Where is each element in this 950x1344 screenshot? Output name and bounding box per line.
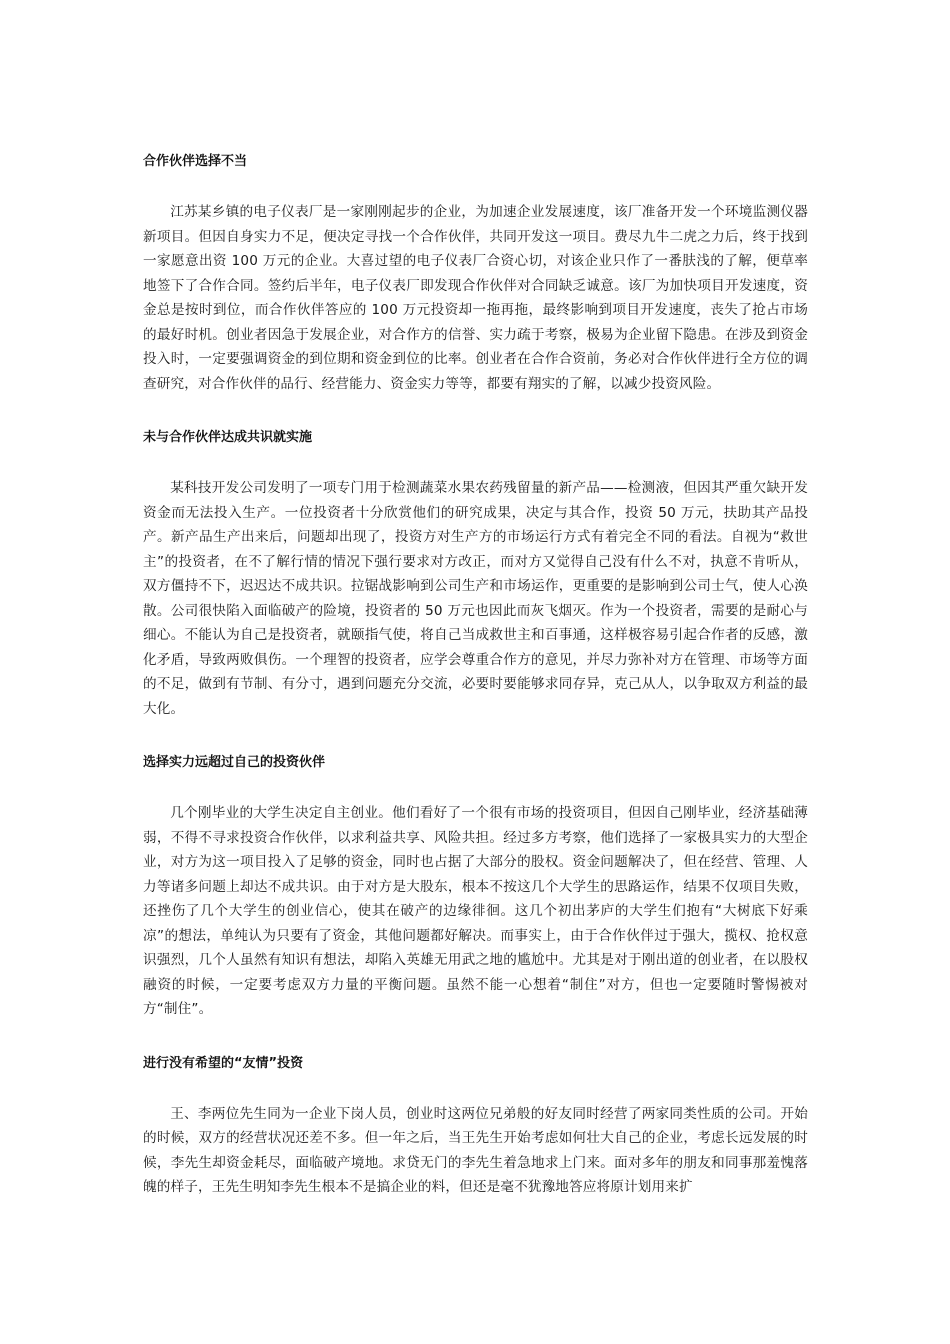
section-paragraph-stronger-partner: 几个刚毕业的大学生决定自主创业。他们看好了一个很有市场的投资项目，但因自己刚毕业，经济基础薄弱，不得不寻求投资合作伙伴，以求利益共享、风险共担。经过多方考察，他们选择了一家极具实力的大型企业，对方为这一项目投入了足够的资金，同时也占据了大部分的股权。资金问题解决了，但在经营、管理、人力等诸多问题上却达不成共识。由于对方是大股东，根本不按这几个大学生的思路运作，结果不仅项目失败，还挫伤了几个大学生的创业信心，使其在破产的边缘徘徊。这几个初出茅庐的大学生们抱有“大树底下好乘凉”的想法，单纯认为只要有了资金，其他问题都好解决。而事实上，由于合作伙伴过于强大，揽权、抢权意识强烈，几个人虽然有知识有想法，却陷入英雄无用武之地的尴尬中。尤其是对于刚出道的创业者，在以股权融资的时候，一定要考虑双方力量的平衡问题。虽然不能一心想着“制住”对方，但也一定要随时警惕被对方“制住”。: [143, 805, 808, 1017]
section-heading-stronger-partner: 选择实力远超过自己的投资伙伴: [143, 755, 326, 770]
section-heading-no-consensus: 未与合作伙伴达成共识就实施: [143, 430, 313, 445]
section-heading-friendship-investment: 进行没有希望的“友情”投资: [143, 1055, 304, 1071]
section-paragraph-no-consensus: 某科技开发公司发明了一项专门用于检测蔬菜水果农药残留量的新产品——检测液，但因其严重欠缺开发资金而无法投入生产。一位投资者十分欣赏他们的研究成果，决定与其合作，投资 50 万元，扶助其产品投产。新产品生产出来后，问题却出现了，投资方对生产方的市场运行方式有着完全不同的看法。自视为“救世主”的投资者，在不了解行情的情况下强行要求对方改正，而对方又觉得自己没有什么不对，执意不肯听从，双方僵持不下，迟迟达不成共识。拉锯战影响到公司生产和市场运作，更重要的是影响到公司士气，使人心涣散。公司很快陷入面临破产的险境，投资者的 50 万元也因此而灰飞烟灭。作为一个投资者，需要的是耐心与细心。不能认为自己是投资者，就颐指气使，将自己当成救世主和百事通，这样极容易引起合作者的反感，激化矛盾，导致两败俱伤。一个理智的投资者，应学会尊重合作方的意见，并尽力弥补对方在管理、市场等方面的不足，做到有节制、有分寸，遇到问题充分交流，必要时要能够求同存异，克己从人，以争取双方利益的最大化。: [143, 480, 808, 717]
section-paragraph-friendship-investment: 王、李两位先生同为一企业下岗人员，创业时这两位兄弟般的好友同时经营了两家同类性质的公司。开始的时候，双方的经营状况还差不多。但一年之后，当王先生开始考虑如何壮大自己的企业，考虑长远发展的时候，李先生却资金耗尽，面临破产境地。求贷无门的李先生着急地求上门来。面对多年的朋友和同事那羞愧落魄的样子，王先生明知李先生根本不是搞企业的料，但还是毫不犹豫地答应将原计划用来扩: [143, 1105, 808, 1195]
section-heading-partner-choice: 合作伙伴选择不当: [143, 154, 248, 169]
document-page: [143, 152, 808, 1200]
section-paragraph-partner-choice: 江苏某乡镇的电子仪表厂是一家刚刚起步的企业，为加速企业发展速度，该厂准备开发一个环境监测仪器新项目。但因自身实力不足，便决定寻找一个合作伙伴，共同开发这一项目。费尽九牛二虎之力后，终于找到一家愿意出资 100 万元的企业。大喜过望的电子仪表厂合资心切，对该企业只作了一番肤浅的了解，便草率地签下了合作合同。签约后半年，电子仪表厂即发现合作伙伴对合同缺乏诚意。该厂为加快项目开发速度，资金总是按时到位，而合作伙伴答应的 100 万元投资却一拖再拖，最终影响到项目开发速度，丧失了抢占市场的最好时机。创业者因急于发展企业，对合作方的信誉、实力疏于考察，极易为企业留下隐患。在涉及到资金投入时，一定要强调资金的到位期和资金到位的比率。创业者在合作合资前，务必对合作伙伴进行全方位的调查研究，对合作伙伴的品行、经营能力、资金实力等等，都要有翔实的了解，以减少投资风险。: [143, 204, 808, 392]
